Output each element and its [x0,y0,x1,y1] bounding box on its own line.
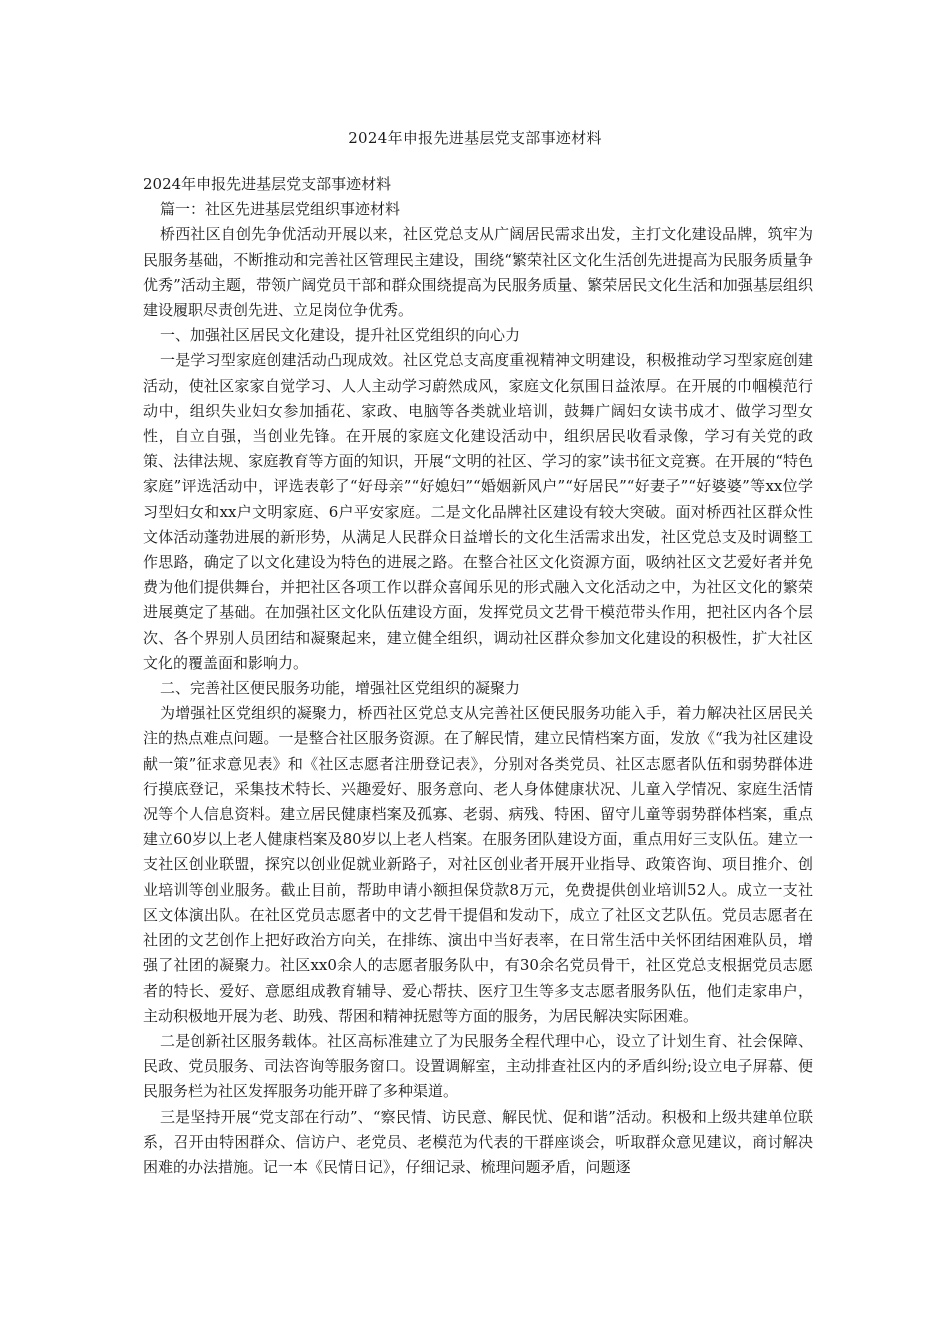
article-subtitle: 篇一：社区先进基层党组织事迹材料 [160,200,401,219]
intro-paragraph: 桥西社区自创先争优活动开展以来，社区党总支从广阔居民需求出发，主打文化建设品牌，筑牢为民服务基础，不断推动和完善社区管理民主建设，围绕“繁荣社区文化生活创先进提高为民服务质量争优秀”活动主题，带领广阔党员干部和群众围绕提高为民服务质量、繁荣居民文化生活和加强基层组织建设履职尽责创先进、立足岗位争优秀。 [143,225,813,320]
document-body [143,172,813,1180]
section-2-paragraph: 为增强社区党组织的凝聚力，桥西社区党总支从完善社区便民服务功能入手，着力解决社区居民关注的热点难点问题。一是整合社区服务资源。在了解民情，建立民情档案方面，发放《“我为社区建设献一策”征求意见表》和《社区志愿者注册登记表》，分别对各类党员、社区志愿者队伍和弱势群体进行摸底登记，采集技术特长、兴趣爱好、服务意向、老人身体健康状况、儿童入学情况、家庭生活情况等个人信息资料。建立居民健康档案及孤寡、老弱、病残、特困、留守儿童等弱势群体档案，重点建立60岁以上老人健康档案及80岁以上老人档案。在服务团队建设方面，重点用好三支队伍。建立一支社区创业联盟，探究以创业促就业新路子，对社区创业者开展开业指导、政策咨询、项目推介、创业培训等创业服务。截止目前，帮助申请小额担保贷款8万元，免费提供创业培训52人。成立一支社区文体演出队。在社区党员志愿者中的文艺骨干提倡和发动下，成立了社区文艺队伍。党员志愿者在社团的文艺创作上把好政治方向关，在排练、演出中当好表率，在日常生活中关怀团结困难队员，增强了社团的凝聚力。社区xx0余人的志愿者服务队中，有30余名党员骨干，社区党总支根据党员志愿者的特长、爱好、意愿组成教育辅导、爱心帮扶、医疗卫生等多支志愿者服务队伍，他们走家串户，主动积极地开展为老、助残、帮困和精神抚慰等方面的服务，为居民解决实际困难。 [143,704,813,1025]
body-heading: 2024年申报先进基层党支部事迹材料 [143,175,392,193]
section-1-paragraph: 一是学习型家庭创建活动凸现成效。社区党总支高度重视精神文明建设，积极推动学习型家庭创建活动，使社区家家自觉学习、人人主动学习蔚然成风，家庭文化氛围日益浓厚。在开展的巾帼模范行动中，组织失业妇女参加插花、家政、电脑等各类就业培训，鼓舞广阔妇女读书成才、做学习型女性，自立自强，当创业先锋。在开展的家庭文化建设活动中，组织居民收看录像，学习有关党的政策、法律法规、家庭教育等方面的知识，开展“文明的社区、学习的家”读书征文竞赛。在开展的“特色家庭”评选活动中，评选表彰了“好母亲”“好媳妇”“婚姻新风户”“好居民”“好妻子”“好婆婆”等xx位学习型妇女和xx户文明家庭、6户平安家庭。二是文化品牌社区建设有较大突破。面对桥西社区群众性文体活动蓬勃进展的新形势，从满足人民群众日益增长的文化生活需求出发，社区党总支及时调整工作思路，确定了以文化建设为特色的进展之路。在整合社区文化资源方面，吸纳社区文艺爱好者并免费为他们提供舞台，并把社区各项工作以群众喜闻乐见的形式融入文化活动之中，为社区文化的繁荣进展奠定了基础。在加强社区文化队伍建设方面，发挥党员文艺骨干模范带头作用，把社区内各个层次、各个界别人员团结和凝聚起来，建立健全组织，调动社区群众参加文化建设的积极性，扩大社区文化的覆盖面和影响力。 [143,351,813,672]
section-2-paragraph-b: 二是创新社区服务载体。社区高标准建立了为民服务全程代理中心，设立了计划生育、社会保障、民政、党员服务、司法咨询等服务窗口。设置调解室，主动排查社区内的矛盾纠纷;设立电子屏幕、便民服务栏为社区发挥服务功能开辟了多种渠道。 [143,1031,813,1101]
document-title: 2024年申报先进基层党支部事迹材料 [348,129,602,147]
section-heading-1: 一、加强社区居民文化建设，提升社区党组织的向心力 [160,326,521,345]
section-2-paragraph-c: 三是坚持开展“党支部在行动”、“察民情、访民意、解民忧、促和谐”活动。积极和上级共建单位联系，召开由特困群众、信访户、老党员、老模范为代表的干群座谈会，听取群众意见建议，商讨解决困难的办法措施。记一本《民情日记》，仔细记录、梳理问题矛盾，问题逐 [143,1107,813,1176]
section-heading-2: 二、完善社区便民服务功能，增强社区党组织的凝聚力 [160,679,521,698]
